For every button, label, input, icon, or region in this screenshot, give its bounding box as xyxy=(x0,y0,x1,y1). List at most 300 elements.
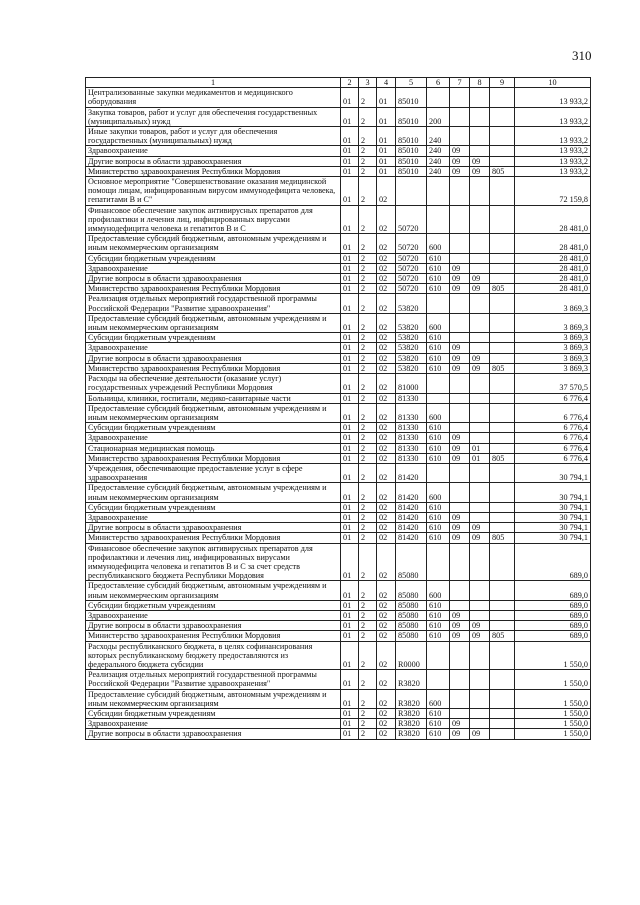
code-cell xyxy=(427,205,450,234)
header-cell: 7 xyxy=(450,78,470,88)
code-cell: 610 xyxy=(427,443,450,453)
code-cell: 02 xyxy=(377,294,396,313)
code-cell: 2 xyxy=(359,709,377,719)
table-row xyxy=(86,343,591,353)
table-row xyxy=(86,453,591,463)
code-cell xyxy=(470,263,490,273)
budget-table-container xyxy=(85,77,590,740)
code-cell: 81330 xyxy=(396,453,427,463)
code-cell: 2 xyxy=(359,523,377,533)
code-cell: 2 xyxy=(359,284,377,294)
code-cell xyxy=(450,294,470,313)
table-row xyxy=(86,463,591,482)
code-cell: 02 xyxy=(377,523,396,533)
code-cell: 50720 xyxy=(396,284,427,294)
code-cell: 2 xyxy=(359,403,377,422)
row-name: Здравоохранение xyxy=(86,433,341,443)
code-cell xyxy=(427,88,450,107)
amount-cell: 1 550,0 xyxy=(515,729,591,739)
code-cell: 02 xyxy=(377,502,396,512)
table-body xyxy=(86,88,591,739)
code-cell: 02 xyxy=(377,641,396,670)
code-cell: 01 xyxy=(341,719,359,729)
code-cell xyxy=(490,512,515,522)
header-cell: 4 xyxy=(377,78,396,88)
code-cell: 805 xyxy=(490,284,515,294)
row-name: Здравоохранение xyxy=(86,263,341,273)
code-cell: 85010 xyxy=(396,88,427,107)
code-cell: 2 xyxy=(359,729,377,739)
code-cell: 09 xyxy=(450,443,470,453)
code-cell: 01 xyxy=(341,709,359,719)
code-cell xyxy=(450,403,470,422)
code-cell: 81420 xyxy=(396,523,427,533)
code-cell: 2 xyxy=(359,205,377,234)
code-cell xyxy=(490,127,515,146)
amount-cell: 13 933,2 xyxy=(515,107,591,126)
code-cell: 2 xyxy=(359,343,377,353)
row-name: Другие вопросы в области здравоохранения xyxy=(86,621,341,631)
code-cell xyxy=(450,177,470,206)
amount-cell: 6 776,4 xyxy=(515,443,591,453)
code-cell: 2 xyxy=(359,234,377,253)
code-cell xyxy=(490,523,515,533)
table-row xyxy=(86,719,591,729)
amount-cell: 3 869,3 xyxy=(515,353,591,363)
code-cell xyxy=(470,313,490,332)
code-cell: 02 xyxy=(377,433,396,443)
table-row xyxy=(86,502,591,512)
code-cell xyxy=(490,353,515,363)
code-cell xyxy=(470,512,490,522)
row-name: Предоставление субсидий бюджетным, автономным учреждениям и иным некоммерческим организациям xyxy=(86,403,341,422)
code-cell: 01 xyxy=(341,670,359,689)
header-cell: 6 xyxy=(427,78,450,88)
code-cell xyxy=(470,483,490,502)
code-cell xyxy=(490,600,515,610)
header-row xyxy=(86,78,591,88)
code-cell: 02 xyxy=(377,453,396,463)
code-cell xyxy=(490,234,515,253)
code-cell: 01 xyxy=(341,374,359,393)
code-cell xyxy=(470,127,490,146)
code-cell: 02 xyxy=(377,313,396,332)
code-cell: 85010 xyxy=(396,146,427,156)
code-cell xyxy=(470,294,490,313)
amount-cell: 1 550,0 xyxy=(515,689,591,708)
amount-cell: 28 481,0 xyxy=(515,284,591,294)
amount-cell: 6 776,4 xyxy=(515,393,591,403)
code-cell: 2 xyxy=(359,107,377,126)
table-row xyxy=(86,146,591,156)
code-cell: 610 xyxy=(427,523,450,533)
code-cell: 02 xyxy=(377,363,396,373)
code-cell: 01 xyxy=(341,443,359,453)
amount-cell: 30 794,1 xyxy=(515,512,591,522)
code-cell: 02 xyxy=(377,600,396,610)
table-row xyxy=(86,253,591,263)
code-cell: 2 xyxy=(359,512,377,522)
row-name: Здравоохранение xyxy=(86,146,341,156)
code-cell: 02 xyxy=(377,670,396,689)
table-row xyxy=(86,205,591,234)
table-row xyxy=(86,610,591,620)
amount-cell: 13 933,2 xyxy=(515,88,591,107)
table-row xyxy=(86,423,591,433)
amount-cell: 30 794,1 xyxy=(515,523,591,533)
code-cell: 01 xyxy=(341,689,359,708)
code-cell xyxy=(450,600,470,610)
code-cell: 02 xyxy=(377,719,396,729)
code-cell: 610 xyxy=(427,533,450,543)
code-cell xyxy=(490,433,515,443)
code-cell xyxy=(470,88,490,107)
code-cell xyxy=(450,205,470,234)
code-cell: 2 xyxy=(359,543,377,581)
amount-cell: 30 794,1 xyxy=(515,463,591,482)
code-cell: 01 xyxy=(341,205,359,234)
table-row xyxy=(86,127,591,146)
code-cell: 2 xyxy=(359,294,377,313)
table-row xyxy=(86,533,591,543)
code-cell: 2 xyxy=(359,393,377,403)
code-cell xyxy=(490,177,515,206)
code-cell xyxy=(470,610,490,620)
header-cell: 1 xyxy=(86,78,341,88)
code-cell: 02 xyxy=(377,343,396,353)
code-cell: 02 xyxy=(377,353,396,363)
code-cell: 85080 xyxy=(396,610,427,620)
table-row xyxy=(86,709,591,719)
code-cell: 02 xyxy=(377,253,396,263)
code-cell: 50720 xyxy=(396,274,427,284)
code-cell: 2 xyxy=(359,581,377,600)
code-cell xyxy=(450,463,470,482)
amount-cell: 689,0 xyxy=(515,581,591,600)
code-cell: 2 xyxy=(359,333,377,343)
header-cell: 3 xyxy=(359,78,377,88)
code-cell: 53820 xyxy=(396,363,427,373)
code-cell xyxy=(450,483,470,502)
code-cell: 2 xyxy=(359,719,377,729)
code-cell: 2 xyxy=(359,641,377,670)
amount-cell: 6 776,4 xyxy=(515,403,591,422)
code-cell: 09 xyxy=(470,363,490,373)
row-name: Финансовое обеспечение закупок антивирусных препаратов для профилактики и лечения лиц, инфицированных вирусами иммунодефицита человека и гепатитов В и С за счет средств республиканского бюджета Республики Мордовия xyxy=(86,543,341,581)
code-cell: 81420 xyxy=(396,463,427,482)
code-cell xyxy=(470,107,490,126)
row-name: Другие вопросы в области здравоохранения xyxy=(86,729,341,739)
code-cell: 2 xyxy=(359,274,377,284)
code-cell xyxy=(490,581,515,600)
code-cell xyxy=(490,88,515,107)
code-cell: 600 xyxy=(427,403,450,422)
code-cell: 85080 xyxy=(396,631,427,641)
code-cell xyxy=(427,670,450,689)
code-cell xyxy=(470,423,490,433)
code-cell: 2 xyxy=(359,483,377,502)
row-name: Министерство здравоохранения Республики Мордовия xyxy=(86,631,341,641)
code-cell: 01 xyxy=(341,234,359,253)
amount-cell: 1 550,0 xyxy=(515,670,591,689)
code-cell xyxy=(490,374,515,393)
code-cell xyxy=(490,483,515,502)
amount-cell: 28 481,0 xyxy=(515,274,591,284)
code-cell: 01 xyxy=(341,631,359,641)
amount-cell: 72 159,8 xyxy=(515,177,591,206)
code-cell xyxy=(427,463,450,482)
table-row xyxy=(86,600,591,610)
code-cell: 805 xyxy=(490,631,515,641)
table-row xyxy=(86,177,591,206)
amount-cell: 30 794,1 xyxy=(515,502,591,512)
code-cell: 805 xyxy=(490,533,515,543)
header-cell: 10 xyxy=(515,78,591,88)
code-cell xyxy=(450,127,470,146)
amount-cell: 689,0 xyxy=(515,543,591,581)
code-cell xyxy=(427,393,450,403)
code-cell: 240 xyxy=(427,127,450,146)
row-name: Закупка товаров, работ и услуг для обеспечения государственных (муниципальных) нужд xyxy=(86,107,341,126)
code-cell: 610 xyxy=(427,263,450,273)
code-cell xyxy=(450,641,470,670)
code-cell: 01 xyxy=(341,263,359,273)
code-cell: 81000 xyxy=(396,374,427,393)
code-cell: 53820 xyxy=(396,353,427,363)
code-cell: 02 xyxy=(377,284,396,294)
code-cell xyxy=(450,423,470,433)
code-cell xyxy=(450,313,470,332)
code-cell: 02 xyxy=(377,631,396,641)
code-cell: 600 xyxy=(427,689,450,708)
code-cell xyxy=(450,253,470,263)
code-cell xyxy=(470,543,490,581)
code-cell xyxy=(490,205,515,234)
code-cell: 01 xyxy=(341,463,359,482)
code-cell: 01 xyxy=(341,88,359,107)
code-cell: 01 xyxy=(341,533,359,543)
row-name: Реализация отдельных мероприятий государственной программы Российской Федерации "Развитие здравоохранения" xyxy=(86,294,341,313)
code-cell xyxy=(490,403,515,422)
row-name: Предоставление субсидий бюджетным, автономным учреждениям и иным некоммерческим организациям xyxy=(86,483,341,502)
code-cell xyxy=(490,343,515,353)
table-row xyxy=(86,353,591,363)
amount-cell: 37 570,5 xyxy=(515,374,591,393)
code-cell xyxy=(470,670,490,689)
code-cell: 02 xyxy=(377,543,396,581)
code-cell: 09 xyxy=(470,729,490,739)
code-cell: 01 xyxy=(341,453,359,463)
code-cell xyxy=(470,177,490,206)
code-cell xyxy=(470,333,490,343)
code-cell: 09 xyxy=(450,353,470,363)
code-cell: 600 xyxy=(427,483,450,502)
code-cell: 02 xyxy=(377,621,396,631)
amount-cell: 3 869,3 xyxy=(515,363,591,373)
code-cell: 610 xyxy=(427,502,450,512)
code-cell: 02 xyxy=(377,274,396,284)
amount-cell: 30 794,1 xyxy=(515,483,591,502)
code-cell xyxy=(490,670,515,689)
amount-cell: 13 933,2 xyxy=(515,127,591,146)
code-cell: 50720 xyxy=(396,253,427,263)
code-cell: 02 xyxy=(377,393,396,403)
code-cell: 600 xyxy=(427,313,450,332)
code-cell: 805 xyxy=(490,166,515,176)
code-cell: 81330 xyxy=(396,403,427,422)
code-cell xyxy=(470,343,490,353)
amount-cell: 28 481,0 xyxy=(515,234,591,253)
code-cell: 2 xyxy=(359,670,377,689)
code-cell xyxy=(470,719,490,729)
table-row xyxy=(86,581,591,600)
code-cell xyxy=(470,581,490,600)
code-cell: 09 xyxy=(470,284,490,294)
code-cell xyxy=(470,502,490,512)
code-cell: 2 xyxy=(359,423,377,433)
code-cell xyxy=(490,463,515,482)
table-row xyxy=(86,333,591,343)
code-cell: 610 xyxy=(427,610,450,620)
amount-cell: 13 933,2 xyxy=(515,156,591,166)
budget-table xyxy=(85,77,591,740)
code-cell: 2 xyxy=(359,600,377,610)
amount-cell: 28 481,0 xyxy=(515,205,591,234)
amount-cell: 28 481,0 xyxy=(515,263,591,273)
code-cell: 01 xyxy=(341,641,359,670)
code-cell xyxy=(470,463,490,482)
code-cell xyxy=(490,621,515,631)
code-cell: 02 xyxy=(377,333,396,343)
code-cell: 2 xyxy=(359,689,377,708)
code-cell: 53820 xyxy=(396,313,427,332)
code-cell: 09 xyxy=(470,166,490,176)
code-cell: 02 xyxy=(377,403,396,422)
row-name: Здравоохранение xyxy=(86,719,341,729)
amount-cell: 13 933,2 xyxy=(515,166,591,176)
code-cell: 09 xyxy=(450,146,470,156)
code-cell xyxy=(470,709,490,719)
row-name: Другие вопросы в области здравоохранения xyxy=(86,274,341,284)
code-cell: 02 xyxy=(377,709,396,719)
row-name: Реализация отдельных мероприятий государственной программы Российской Федерации "Развитие здравоохранения" xyxy=(86,670,341,689)
code-cell xyxy=(450,543,470,581)
code-cell: 01 xyxy=(341,512,359,522)
code-cell: 85010 xyxy=(396,166,427,176)
code-cell: 01 xyxy=(341,274,359,284)
code-cell: 610 xyxy=(427,253,450,263)
table-row xyxy=(86,433,591,443)
code-cell: 09 xyxy=(470,274,490,284)
code-cell: 2 xyxy=(359,433,377,443)
row-name: Министерство здравоохранения Республики Мордовия xyxy=(86,284,341,294)
code-cell xyxy=(396,177,427,206)
code-cell: 01 xyxy=(341,313,359,332)
code-cell: 81330 xyxy=(396,433,427,443)
header-cell: 9 xyxy=(490,78,515,88)
code-cell: 09 xyxy=(450,263,470,273)
code-cell: 240 xyxy=(427,156,450,166)
row-name: Предоставление субсидий бюджетным, автономным учреждениям и иным некоммерческим организациям xyxy=(86,313,341,332)
table-row xyxy=(86,234,591,253)
code-cell: 610 xyxy=(427,729,450,739)
code-cell: 01 xyxy=(341,423,359,433)
amount-cell: 1 550,0 xyxy=(515,709,591,719)
code-cell: 01 xyxy=(341,127,359,146)
code-cell: 610 xyxy=(427,353,450,363)
code-cell: 01 xyxy=(341,107,359,126)
header-cell: 2 xyxy=(341,78,359,88)
code-cell: 610 xyxy=(427,363,450,373)
row-name: Предоставление субсидий бюджетным, автономным учреждениям и иным некоммерческим организациям xyxy=(86,689,341,708)
code-cell: R0000 xyxy=(396,641,427,670)
code-cell: 610 xyxy=(427,512,450,522)
code-cell: 09 xyxy=(470,156,490,166)
code-cell xyxy=(427,641,450,670)
code-cell: 610 xyxy=(427,343,450,353)
table-row xyxy=(86,729,591,739)
code-cell: 600 xyxy=(427,234,450,253)
code-cell: 2 xyxy=(359,621,377,631)
code-cell: 02 xyxy=(377,443,396,453)
table-row xyxy=(86,670,591,689)
code-cell xyxy=(490,393,515,403)
code-cell: 01 xyxy=(341,729,359,739)
code-cell: 50720 xyxy=(396,205,427,234)
code-cell: 01 xyxy=(341,146,359,156)
table-row xyxy=(86,107,591,126)
code-cell: 02 xyxy=(377,463,396,482)
code-cell: 610 xyxy=(427,274,450,284)
code-cell: 240 xyxy=(427,146,450,156)
code-cell: 01 xyxy=(341,502,359,512)
code-cell: R3820 xyxy=(396,670,427,689)
code-cell xyxy=(450,88,470,107)
amount-cell: 13 933,2 xyxy=(515,146,591,156)
table-header xyxy=(86,78,591,88)
code-cell: 09 xyxy=(450,284,470,294)
code-cell: 01 xyxy=(470,453,490,463)
code-cell: 85080 xyxy=(396,621,427,631)
code-cell: 50720 xyxy=(396,263,427,273)
code-cell: R3820 xyxy=(396,719,427,729)
row-name: Субсидии бюджетным учреждениям xyxy=(86,423,341,433)
code-cell: 01 xyxy=(341,543,359,581)
code-cell xyxy=(490,719,515,729)
amount-cell: 1 550,0 xyxy=(515,719,591,729)
code-cell: 02 xyxy=(377,512,396,522)
code-cell: 01 xyxy=(341,177,359,206)
code-cell: 01 xyxy=(377,107,396,126)
code-cell xyxy=(470,393,490,403)
code-cell: 09 xyxy=(450,274,470,284)
code-cell: 53820 xyxy=(396,343,427,353)
code-cell: 85080 xyxy=(396,543,427,581)
code-cell xyxy=(490,274,515,284)
code-cell xyxy=(427,543,450,581)
code-cell: 2 xyxy=(359,353,377,363)
table-row xyxy=(86,88,591,107)
code-cell: 85010 xyxy=(396,107,427,126)
table-row xyxy=(86,294,591,313)
code-cell: 09 xyxy=(470,631,490,641)
amount-cell: 689,0 xyxy=(515,610,591,620)
code-cell xyxy=(490,610,515,620)
code-cell xyxy=(490,253,515,263)
amount-cell: 689,0 xyxy=(515,631,591,641)
code-cell xyxy=(490,294,515,313)
code-cell: 01 xyxy=(341,284,359,294)
